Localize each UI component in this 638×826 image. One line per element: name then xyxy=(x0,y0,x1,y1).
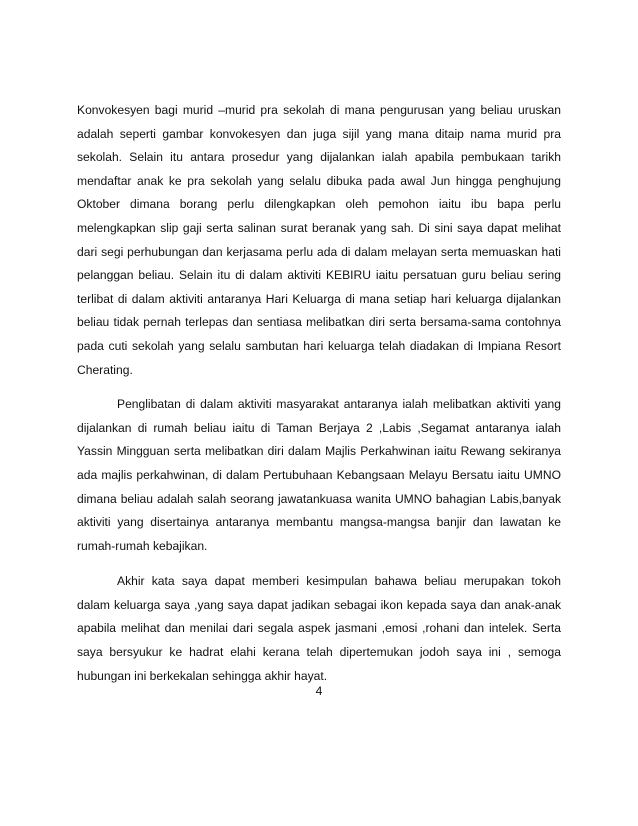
page-number: 4 xyxy=(315,684,323,698)
paragraph-penglibatan: Penglibatan di dalam aktiviti masyarakat antaranya ialah melibatkan aktiviti yang dijalankan di rumah beliau iaitu di Taman Berjaya 2 ,Labis ,Segamat antaranya ialah Yassin Mingguan serta melibatkan diri dalam Majlis Perkahwinan iaitu Rewang sekiranya ada majlis perkahwinan, di dalam Pertubuhaan Kebangsaan Melayu Bersatu iaitu UMNO dimana beliau adalah salah seorang jawatankuasa wanita UMNO bahagian Labis,banyak aktiviti yang disertainya antaranya membantu mangsa-mangsa banjir dan lawatan ke rumah-rumah kebajikan. xyxy=(77,397,561,553)
paragraph-konvokesyen: Konvokesyen bagi murid –murid pra sekolah di mana pengurusan yang beliau uruskan adalah seperti gambar konvokesyen dan juga sijil yang mana ditaip nama murid pra sekolah. Selain itu antara prosedur yang dijalankan ialah apabila pembukaan tarikh mendaftar anak ke pra sekolah yang selalu dibuka pada awal Jun hingga penghujung Oktober dimana borang perlu dilengkapkan oleh pemohon iaitu ibu bapa perlu melengkapkan slip gaji serta salinan surat beranak yang sah. Di sini saya dapat melihat dari segi perhubungan dan kerjasama perlu ada di dalam melayan serta memuaskan hati pelanggan beliau. Selain itu di dalam aktiviti KEBIRU iaitu persatuan guru beliau sering terlibat di dalam aktiviti antaranya Hari Keluarga di mana setiap hari keluarga dijalankan beliau tidak pernah terlepas dan sentiasa melibatkan diri serta bersama-sama contohnya pada cuti sekolah yang selalu sambutan hari keluarga telah diadakan di Impiana Resort Cherating. xyxy=(77,103,561,377)
paragraph-kesimpulan: Akhir kata saya dapat memberi kesimpulan bahawa beliau merupakan tokoh dalam keluarga saya ,yang saya dapat jadikan sebagai ikon kepada saya dan anak-anak apabila melihat dan menilai dari segala aspek jasmani ,emosi ,rohani dan intelek. Serta saya bersyukur ke hadrat elahi kerana telah dipertemukan jodoh saya ini , semoga hubungan ini berkekalan sehingga akhir hayat. xyxy=(77,574,561,683)
document-body xyxy=(77,99,561,688)
